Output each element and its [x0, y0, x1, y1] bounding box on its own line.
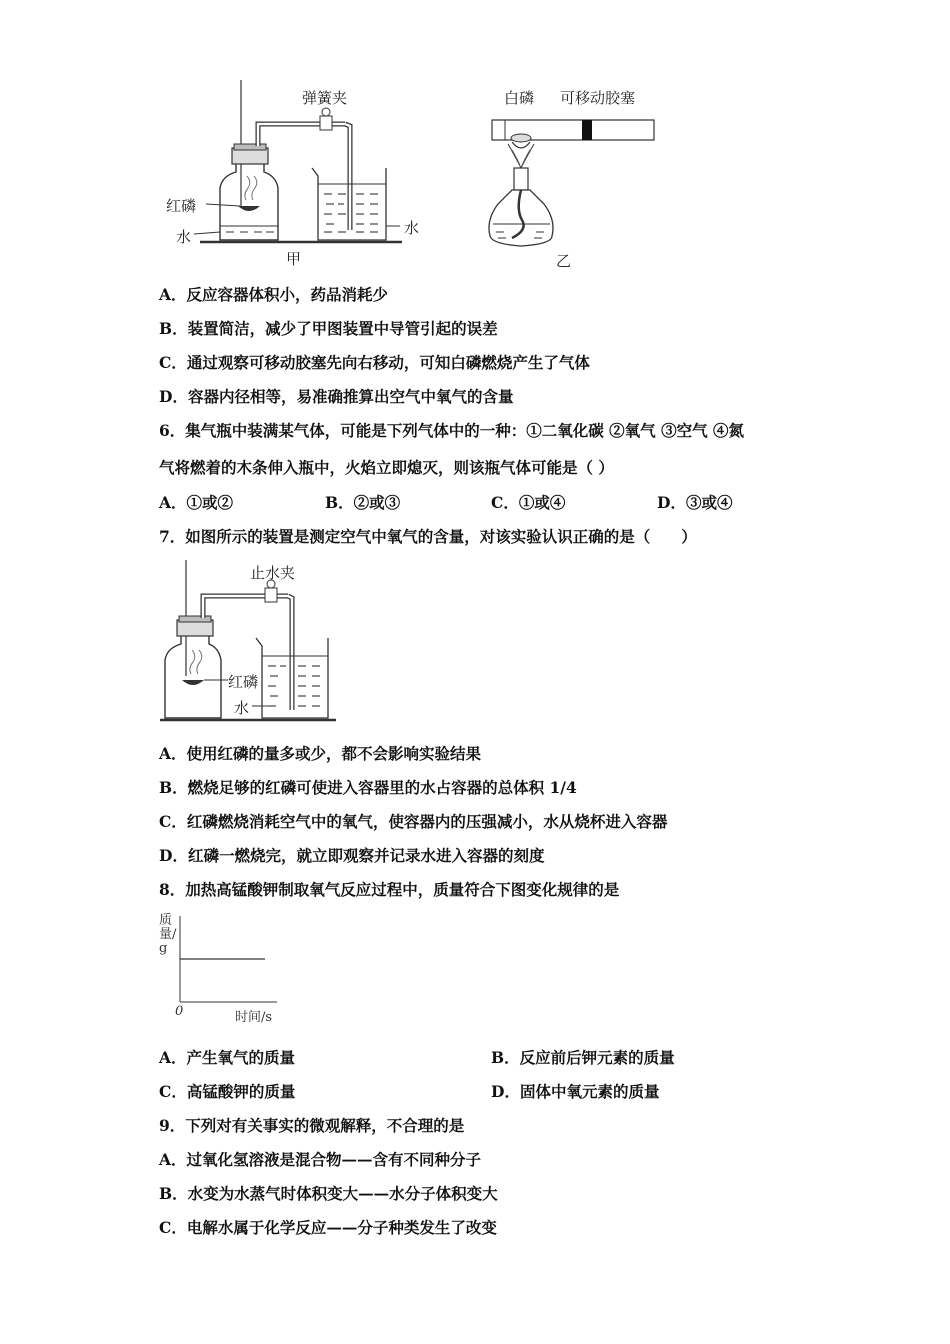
- q7-option-b: B．燃烧足够的红磷可使进入容器里的水占容器的总体积 1/4: [159, 778, 577, 797]
- figure-jia-yi: [160, 80, 680, 270]
- clip-label: 弹簧夹: [302, 89, 348, 107]
- q7-option-c: C．红磷燃烧消耗空气中的氧气，使容器内的压强减小，水从烧杯进入容器: [159, 812, 668, 831]
- red-phosphorus-label: 红磷: [166, 197, 197, 215]
- q6-stem-line1: 6．集气瓶中装满某气体，可能是下列气体中的一种：①二氧化碳 ②氧气 ③空气 ④氮: [159, 421, 744, 440]
- q8-option-d: D．固体中氧元素的质量: [491, 1082, 660, 1101]
- q8-option-a: A．产生氧气的质量: [159, 1048, 296, 1067]
- q7-option-d: D．红磷一燃烧完，就立即观察并记录水进入容器的刻度: [159, 846, 545, 865]
- q7-apparatus-drawing: [160, 560, 350, 725]
- q9-option-c: C．电解水属于化学反应——分子种类发生了改变: [159, 1218, 497, 1237]
- water-label-right: 水: [404, 219, 420, 237]
- q8-option-b: B．反应前后钾元素的质量: [491, 1048, 675, 1067]
- origin-label: 0: [175, 1004, 184, 1019]
- caption-yi: 乙: [556, 252, 572, 270]
- q9-stem: 9．下列对有关事实的微观解释，不合理的是: [159, 1116, 465, 1135]
- q8-chart: [155, 910, 295, 1025]
- q8-option-c: C．高锰酸钾的质量: [159, 1082, 296, 1101]
- q6-stem-line2: 气将燃着的木条伸入瓶中，火焰立即熄灭，则该瓶气体可能是（ ）: [159, 458, 614, 477]
- y-axis-label: 质量/g: [159, 913, 177, 956]
- q6-option-c: C．①或④: [491, 493, 566, 512]
- q7-red-phosphorus-label: 红磷: [228, 673, 259, 691]
- q7-stem: 7．如图所示的装置是测定空气中氧气的含量，对该实验认识正确的是（ ）: [159, 527, 697, 546]
- q5-option-c: C．通过观察可移动胶塞先向右移动，可知白磷燃烧产生了气体: [159, 353, 590, 372]
- apparatus-drawing: [160, 80, 680, 270]
- movable-plug-label: 可移动胶塞: [560, 89, 636, 107]
- caption-jia: 甲: [286, 250, 302, 268]
- q6-option-a: A．①或②: [159, 493, 234, 512]
- q8-stem: 8．加热高锰酸钾制取氧气反应过程中，质量符合下图变化规律的是: [159, 880, 620, 899]
- q5-option-b: B．装置简洁，减少了甲图装置中导管引起的误差: [159, 319, 498, 338]
- q7-option-a: A．使用红磷的量多或少，都不会影响实验结果: [159, 744, 482, 763]
- q7-water-label: 水: [234, 699, 250, 717]
- q9-option-a: A．过氧化氢溶液是混合物——含有不同种分子: [159, 1150, 482, 1169]
- white-phosphorus-label: 白磷: [504, 89, 535, 107]
- q6-option-d: D．③或④: [657, 493, 733, 512]
- q9-option-b: B．水变为水蒸气时体积变大——水分子体积变大: [159, 1184, 498, 1203]
- q6-option-b: B．②或③: [325, 493, 401, 512]
- q5-option-a: A．反应容器体积小，药品消耗少: [159, 285, 389, 304]
- q7-figure: [160, 560, 350, 725]
- q5-option-d: D．容器内径相等，易准确推算出空气中氧气的含量: [159, 387, 514, 406]
- x-axis-label: 时间/s: [235, 1010, 273, 1025]
- water-label-left: 水: [176, 228, 192, 246]
- q7-clip-label: 止水夹: [250, 564, 296, 582]
